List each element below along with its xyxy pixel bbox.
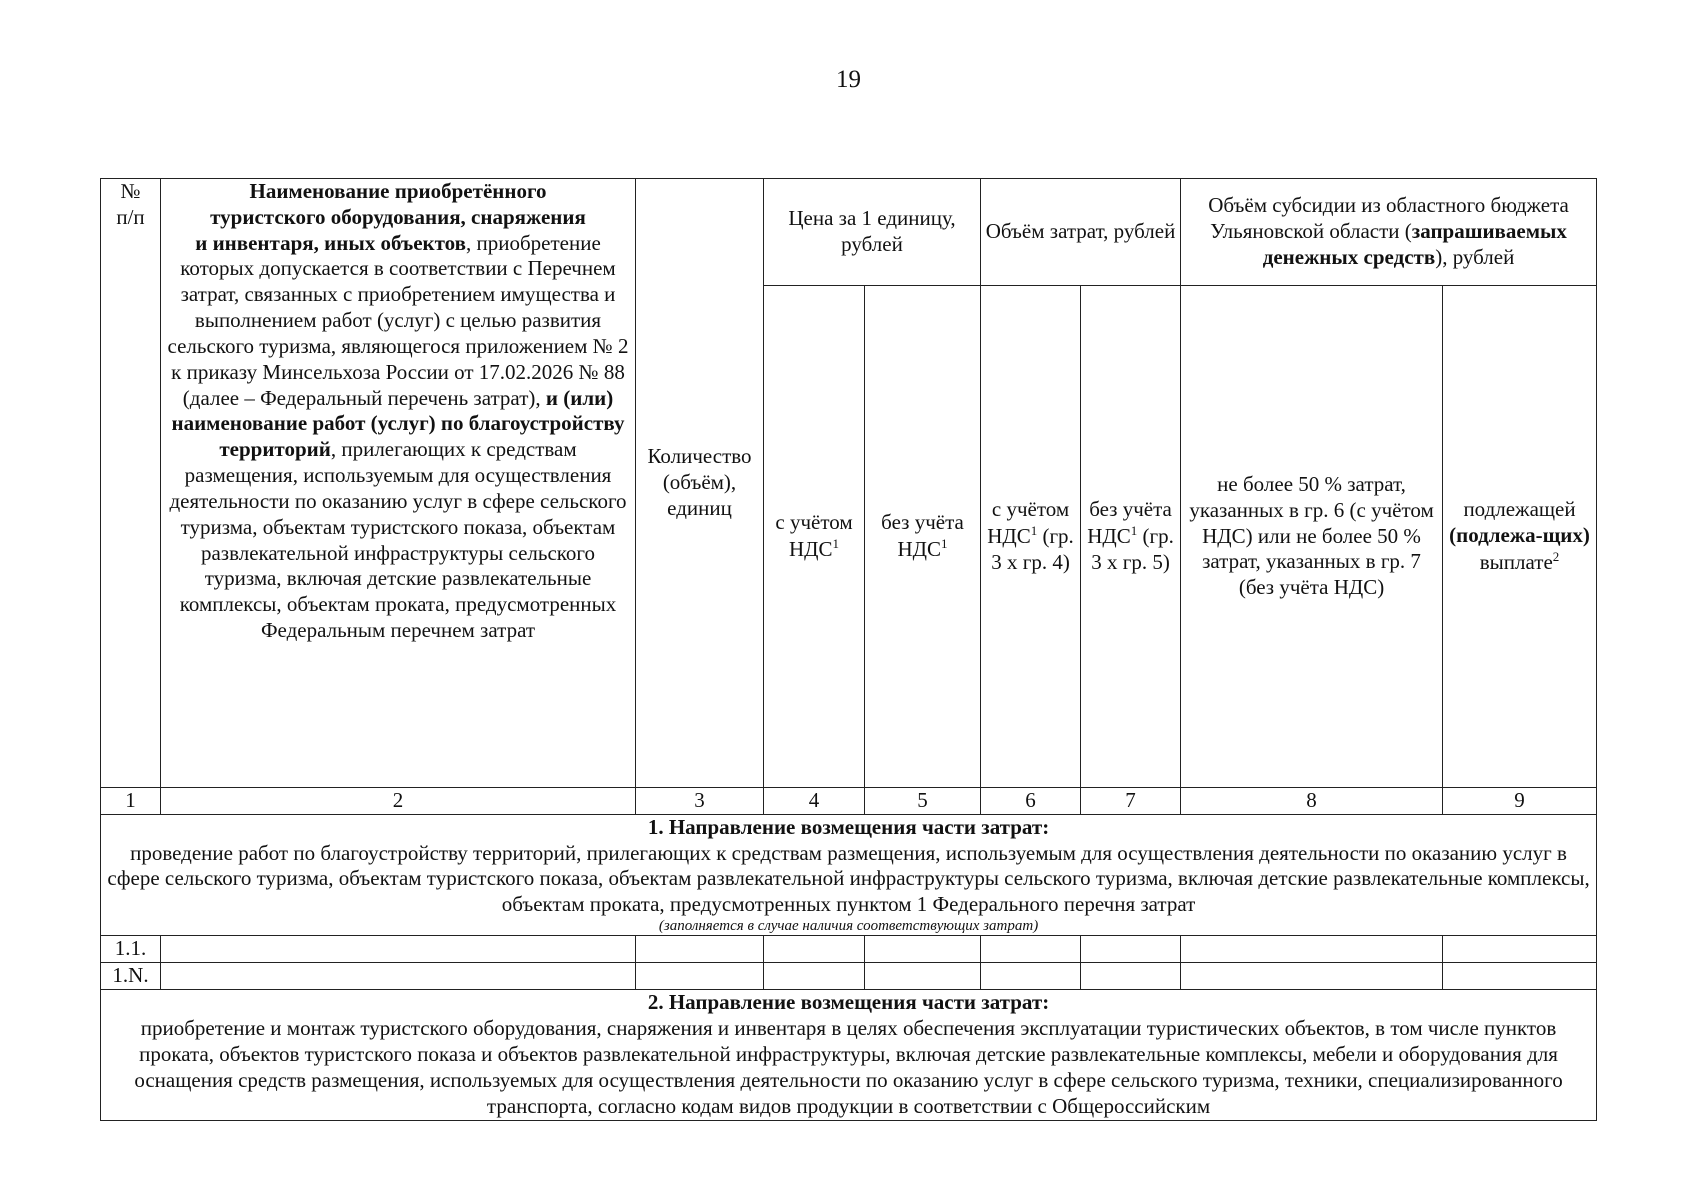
column-number: 4: [764, 788, 865, 815]
empty-cell[interactable]: [636, 963, 764, 990]
column-number: 5: [865, 788, 981, 815]
empty-cell[interactable]: [1181, 963, 1443, 990]
table-row: [101, 936, 1597, 963]
column-number: 8: [1181, 788, 1443, 815]
column-number: 1: [101, 788, 161, 815]
header-row-number: № п/п: [101, 179, 161, 788]
section-1-cell: [101, 814, 1597, 936]
header-price: Цена за 1 единицу, рублей: [764, 179, 981, 286]
page-number: 19: [836, 66, 861, 93]
section-1-row: [101, 814, 1597, 936]
empty-cell[interactable]: [161, 936, 636, 963]
subsidy-table: [100, 178, 1597, 1121]
empty-cell[interactable]: [1443, 936, 1597, 963]
header-subsidy: Объём субсидии из областного бюджета Ульяновской области (запрашиваемых денежных средств), рублей: [1181, 179, 1597, 286]
empty-cell[interactable]: [1181, 936, 1443, 963]
empty-cell[interactable]: [764, 963, 865, 990]
header-cost-without-vat: без учёта НДС$^1$ (гр. 3 х гр. 5): [1081, 286, 1181, 788]
empty-cell[interactable]: [764, 936, 865, 963]
empty-cell[interactable]: [865, 936, 981, 963]
section-1-text: проведение работ по благоустройству территорий, прилегающих к средствам размещения, используемым для осуществления деятельности по оказанию услуг в сфере сельского туризма, объектам туристского показа, объектам развлекательной инфраструктуры сельского туризма, включая детские развлекательные комплексы, объектам проката, предусмотренных пунктом 1 Федерального перечня затрат: [107, 840, 1590, 917]
section-2-row: [101, 990, 1597, 1120]
empty-cell[interactable]: [161, 963, 636, 990]
header-subsidy-limit: не более 50 % затрат, указанных в гр. 6 (с учётом НДС) или не более 50 % затрат, указанных в гр. 7 (без учёта НДС): [1181, 286, 1443, 788]
column-number: 3: [636, 788, 764, 815]
section-1-title: 1. Направление возмещения части затрат:: [647, 814, 1050, 839]
column-numbers-row: [101, 788, 1597, 815]
empty-cell[interactable]: [981, 963, 1081, 990]
section-2-title: 2. Направление возмещения части затрат:: [647, 990, 1050, 1015]
row-number: 1.1.: [101, 936, 161, 963]
section-2-text: приобретение и монтаж туристского оборудования, снаряжения и инвентаря в целях обеспечения эксплуатации туристических объектов, в том числе пунктов проката, объектов туристского показа и объектов развлекательной инфраструктуры, включая детские развлекательные комплексы, мебели и оборудования для оснащения средств размещения, используемых для осуществления деятельности по оказанию услуг в сфере сельского туризма, техники, специализированного транспорта, согласно кодам видов продукции в соответствии с Общероссийским: [134, 1016, 1563, 1118]
empty-cell[interactable]: [981, 936, 1081, 963]
column-number: 9: [1443, 788, 1597, 815]
empty-cell[interactable]: [636, 936, 764, 963]
empty-cell[interactable]: [1081, 936, 1181, 963]
table-row: [101, 963, 1597, 990]
empty-cell[interactable]: [1443, 963, 1597, 990]
empty-cell[interactable]: [865, 963, 981, 990]
header-payable: подлежащей (подлежа-щих) выплате$^2$: [1443, 286, 1597, 788]
header-item-name: Наименование приобретённого туристского оборудования, снаряжения и инвентаря, иных объектов, приобретение которых допускается в соответствии с Перечнем затрат, связанных с приобретением имущества и выполнением работ (услуг) с целью развития сельского туризма, являющегося приложением № 2 к приказу Минсельхоза России от 17.02.2026 № 88 (далее – Федеральный перечень затрат), и (или) наименование работ (услуг) по благоустройству территорий, прилегающих к средствам размещения, используемым для осуществления деятельности по оказанию услуг в сфере сельского туризма, объектам туристского показа, объектам развлекательной инфраструктуры сельского туризма, включая детские развлекательные комплексы, объектам проката, предусмотренных Федеральным перечнем затрат: [161, 179, 636, 788]
empty-cell[interactable]: [1081, 963, 1181, 990]
header-cost-with-vat: с учётом НДС$^1$ (гр. 3 х гр. 4): [981, 286, 1081, 788]
row-number: 1.N.: [101, 963, 161, 990]
column-number: 6: [981, 788, 1081, 815]
header-cost: Объём затрат, рублей: [981, 179, 1181, 286]
header-price-with-vat: с учётом НДС$^1$: [764, 286, 865, 788]
section-2-cell: [101, 990, 1597, 1120]
header-price-without-vat: без учёта НДС$^1$: [865, 286, 981, 788]
section-1-note: (заполняется в случае наличия соответствующих затрат): [658, 918, 1039, 935]
header-quantity: Количество (объём), единиц: [636, 179, 764, 788]
column-number: 7: [1081, 788, 1181, 815]
column-number: 2: [161, 788, 636, 815]
